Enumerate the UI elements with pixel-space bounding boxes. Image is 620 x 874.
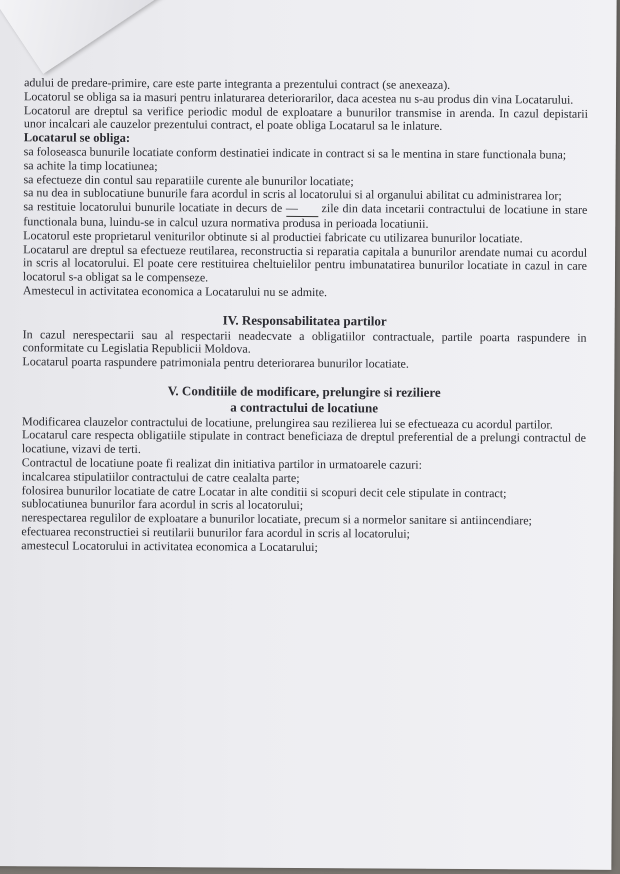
line-proprietar-venituri: Locatorul este proprietarul veniturilor obtinute si al productiei fabricate cu utilizarea bunurilor locatiate. bbox=[23, 228, 523, 246]
section-5-case-3: sublocatiunea bunurilor fara acordul in scris al locatorului; bbox=[21, 496, 304, 513]
section-5-case-6: amestecul Locatorului in activitatea economica a Locatarului; bbox=[21, 537, 318, 554]
locatar-obligations-heading: Locatarul se obliga: bbox=[23, 130, 131, 146]
line-reutilare: Locatarul are dreptul sa efectueze reutilarea, reconstructia si reparatia capitala a bunurilor arendate numai cu acordul in scris al locatorului. El poate cere restituirea cheltuielilor pentru imbunatatirea bunurilor locatiate in cazul in care locatorul s-a obligat sa le compenseze. bbox=[22, 241, 588, 285]
section-5-case-5: efectuarea reconstructiei si reutilarii bunurilor fara acordul in scris al locatorului; bbox=[21, 524, 410, 541]
section-5-subtitle: a contractului de locatiune bbox=[230, 399, 379, 416]
line-locator-deteriorari: Locatorul se obliga sa ia masuri pentru inlaturarea deteriorarilor, daca acestea nu s-au produs din vina Locatarului. bbox=[24, 89, 574, 107]
section-5-paragraph-1: Modificarea clauzelor contractului de locatiune, prelungirea sau rezilierea lui se efectueaza cu acordul partilor. bbox=[22, 413, 553, 432]
section-5-paragraph-3: Contractul de locatiune poate fi realizat din initiativa partilor in urmatoarele cazuri: bbox=[21, 455, 423, 472]
restituie-text-a: sa restituie locatorului bunurile locatiate in decurs de bbox=[23, 199, 283, 216]
line-restituie bbox=[23, 200, 587, 232]
section-5-case-2: folosirea bunurilor locatiate de catre Locatar in alte conditii si scopuri decit cele stipulate in contract; bbox=[21, 482, 507, 500]
line-achite: sa achite la timp locatiunea; bbox=[23, 158, 158, 173]
folded-corner bbox=[0, 0, 168, 74]
section-5-paragraph-2: Locatarul care respecta obligatiile stipulate in contract beneficiaza de dreptul preferential de a prelungi contractul de locatiune, vizavi de terti. bbox=[21, 427, 587, 457]
section-4-paragraph-2: Locatarul poarta raspundere patrimoniala pentru deteriorarea bunurilor locatiate. bbox=[22, 354, 409, 371]
line-sublocatiune: sa nu dea in sublocatiune bunurile fara acordul in scris al locatorului si al organului abilitat cu administrarea lor; bbox=[23, 185, 562, 203]
document-body bbox=[21, 76, 588, 556]
line-act-predare: adului de predare-primire, care este parte integranta a prezentului contract (se anexeaza). bbox=[24, 75, 451, 92]
days-blank: — bbox=[286, 202, 318, 217]
restituie-text-b: zile din data incetarii contractului de locatiune in stare functionala buna, luindu-se in calcul uzura normativa produsa in perioada locatiunii. bbox=[23, 201, 588, 231]
line-foloseasca: sa foloseasca bunurile locatiate conform destinatiei indicate in contract si sa le mentina in stare functionala buna; bbox=[23, 144, 567, 162]
section-5-case-4: nerespectarea regulilor de exploatare a bunurilor locatiate, precum si a normelor sanitare si antiincendiare; bbox=[21, 510, 532, 528]
line-locator-verifica: Locatorul are dreptul sa verifice periodic modul de exploatare a bunurilor transmise in arenda. In cazul depistarii unor incalcari ale cauzelor prezentului contract, el poate obliga Locatarul sa le inlature. bbox=[23, 102, 588, 134]
section-5-case-1: incalcarea stipulatiilor contractului de catre cealalta parte; bbox=[21, 468, 300, 485]
line-amestec: Amestecul in activitatea economica a Locatarului nu se admite. bbox=[22, 283, 328, 300]
section-4-paragraph-1: In cazul nerespectarii sau al respectarii neadecvate a obligatiilor contractuale, partile poarta raspundere in conformitate cu Legislatia Republicii Moldova. bbox=[22, 326, 587, 357]
line-reparatii: sa efectueze din contul sau reparatiile curente ale bunurilor locatiate; bbox=[23, 171, 354, 188]
section-4-title: IV. Responsabilitatea partilor bbox=[222, 312, 387, 329]
section-5-title: V. Conditiile de modificare, prelungire si reziliere bbox=[167, 383, 441, 400]
